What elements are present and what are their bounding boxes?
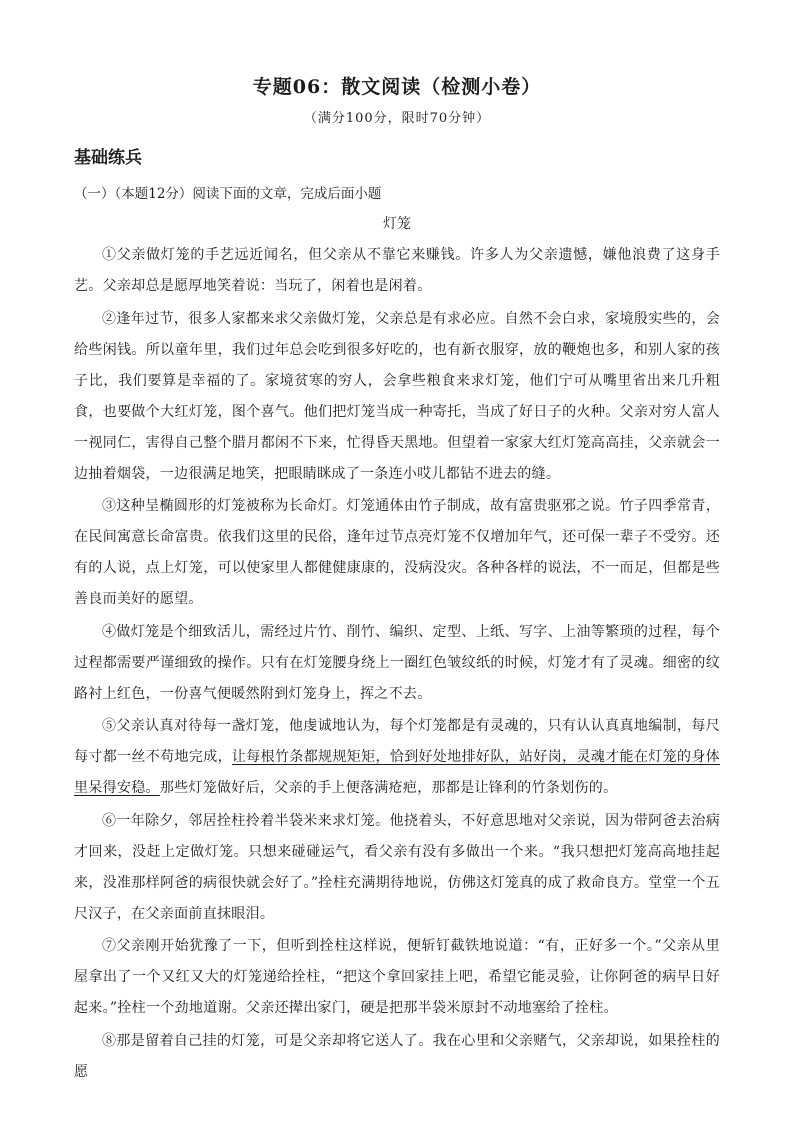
paragraph-5-underlined: 让每根竹条都规规矩矩，恰到好处地排好队，站好岗，灵魂才能在灯笼的身体里呆得安稳。	[74, 749, 720, 796]
paragraph-5-text: ⑤父亲认真对待每一盏灯笼，他虔诚地认为，每个灯笼都是有灵魂的，只有认认真真地编制，每尺每寸都一丝不苟地完成，	[74, 718, 720, 765]
paragraph-4: ④做灯笼是个细致活儿，需经过片竹、削竹、编织、定型、上纸、写字、上油等繁琐的过程，每个过程都需要严谨细致的操作。只有在灯笼腰身绕上一圈红色皱纹纸的时候，灯笼才有了灵魂。细密的纹路衬上红色，一份喜气便暖然附到灯笼身上，挥之不去。	[74, 623, 720, 702]
paragraph-6: ⑥一年除夕，邻居拴柱拎着半袋米来求灯笼。他挠着头，不好意思地对父亲说，因为带阿爸去治病才回来，没赶上定做灯笼。只想来碰碰运气，看父亲有没有多做出一个来。“我只想把灯笼高高地挂起来，没准那样阿爸的病很快就会好了。”拴柱充满期待地说，仿佛这灯笼真的成了救命良方。堂堂一个五尺汉子，在父亲面前直抹眼泪。	[74, 812, 720, 922]
paragraph-1: ①父亲做灯笼的手艺远近闻名，但父亲从不靠它来赚钱。许多人为父亲遗憾，嫌他浪费了这身手艺。父亲却总是愿厚地笑着说：当玩了，闲着也是闲着。	[74, 247, 720, 294]
section-heading: 基础练兵	[74, 148, 142, 168]
question-intro: （一）（本题12分）阅读下面的文章，完成后面小题	[74, 186, 382, 202]
paragraph-2: ②逢年过节，很多人家都来求父亲做灯笼，父亲总是有求必应。自然不会白求，家境殷实些的，会给些闲钱。所以童年里，我们过年总会吃到很多好吃的，也有新衣服穿，放的鞭炮也多，和别人家的孩子比，我们要算是幸福的了。家境贫寒的穷人，会拿些粮食来求灯笼，他们宁可从嘴里省出来几升粗食，也要做个大红灯笼，图个喜气。他们把灯笼当成一种寄托，当成了好日子的火种。父亲对穷人富人一视同仁，害得自己整个腊月都闲不下来，忙得昏天黑地。但望着一家家大红灯笼高高挂，父亲就会一边抽着烟袋，一边很满足地笑，把眼睛眯成了一条连小哎儿都钻不进去的缝。	[74, 310, 720, 482]
paragraph-5-after: 那些灯笼做好后，父亲的手上便落满疮疤，那都是让锋利的竹条划伤的。	[159, 780, 618, 796]
paragraph-8: ⑧那是留着自己挂的灯笼，可是父亲却将它送人了。我在心里和父亲赌气，父亲却说，如果拴柱的愿	[74, 1032, 720, 1080]
paragraph-5	[74, 711, 720, 804]
article-title: 灯笼	[383, 216, 411, 232]
document-subtitle: （满分100分，限时70分钟）	[303, 111, 491, 126]
article-body	[74, 240, 720, 1089]
paragraph-3: ③这种呈椭圆形的灯笼被称为长命灯。灯笼通体由竹子制成，故有富贵驱邪之说。竹子四季常青，在民间寓意长命富贵。依我们这里的民俗，逢年过节点亮灯笼不仅增加年气，还可保一辈子不受穷。还有的人说，点上灯笼，可以使家里人都健健康康的，没病没灾。各种各样的说法，不一而足，但都是些善良而美好的愿望。	[74, 498, 720, 607]
document-title: 专题06：散文阅读（检测小卷）	[252, 76, 542, 98]
paragraph-7: ⑦父亲刚开始犹豫了一下，但听到拴柱这样说，便斩钉截铁地说道：“有，正好多一个。”父亲从里屋拿出了一个又红又大的灯笼递给拴柱，“把这个拿回家挂上吧，希望它能灵验，让你阿爸的病早日好起来。”拴柱一个劲地道谢。父亲还撵出家门，硬是把那半袋米原封不动地塞给了拴柱。	[74, 938, 720, 1016]
